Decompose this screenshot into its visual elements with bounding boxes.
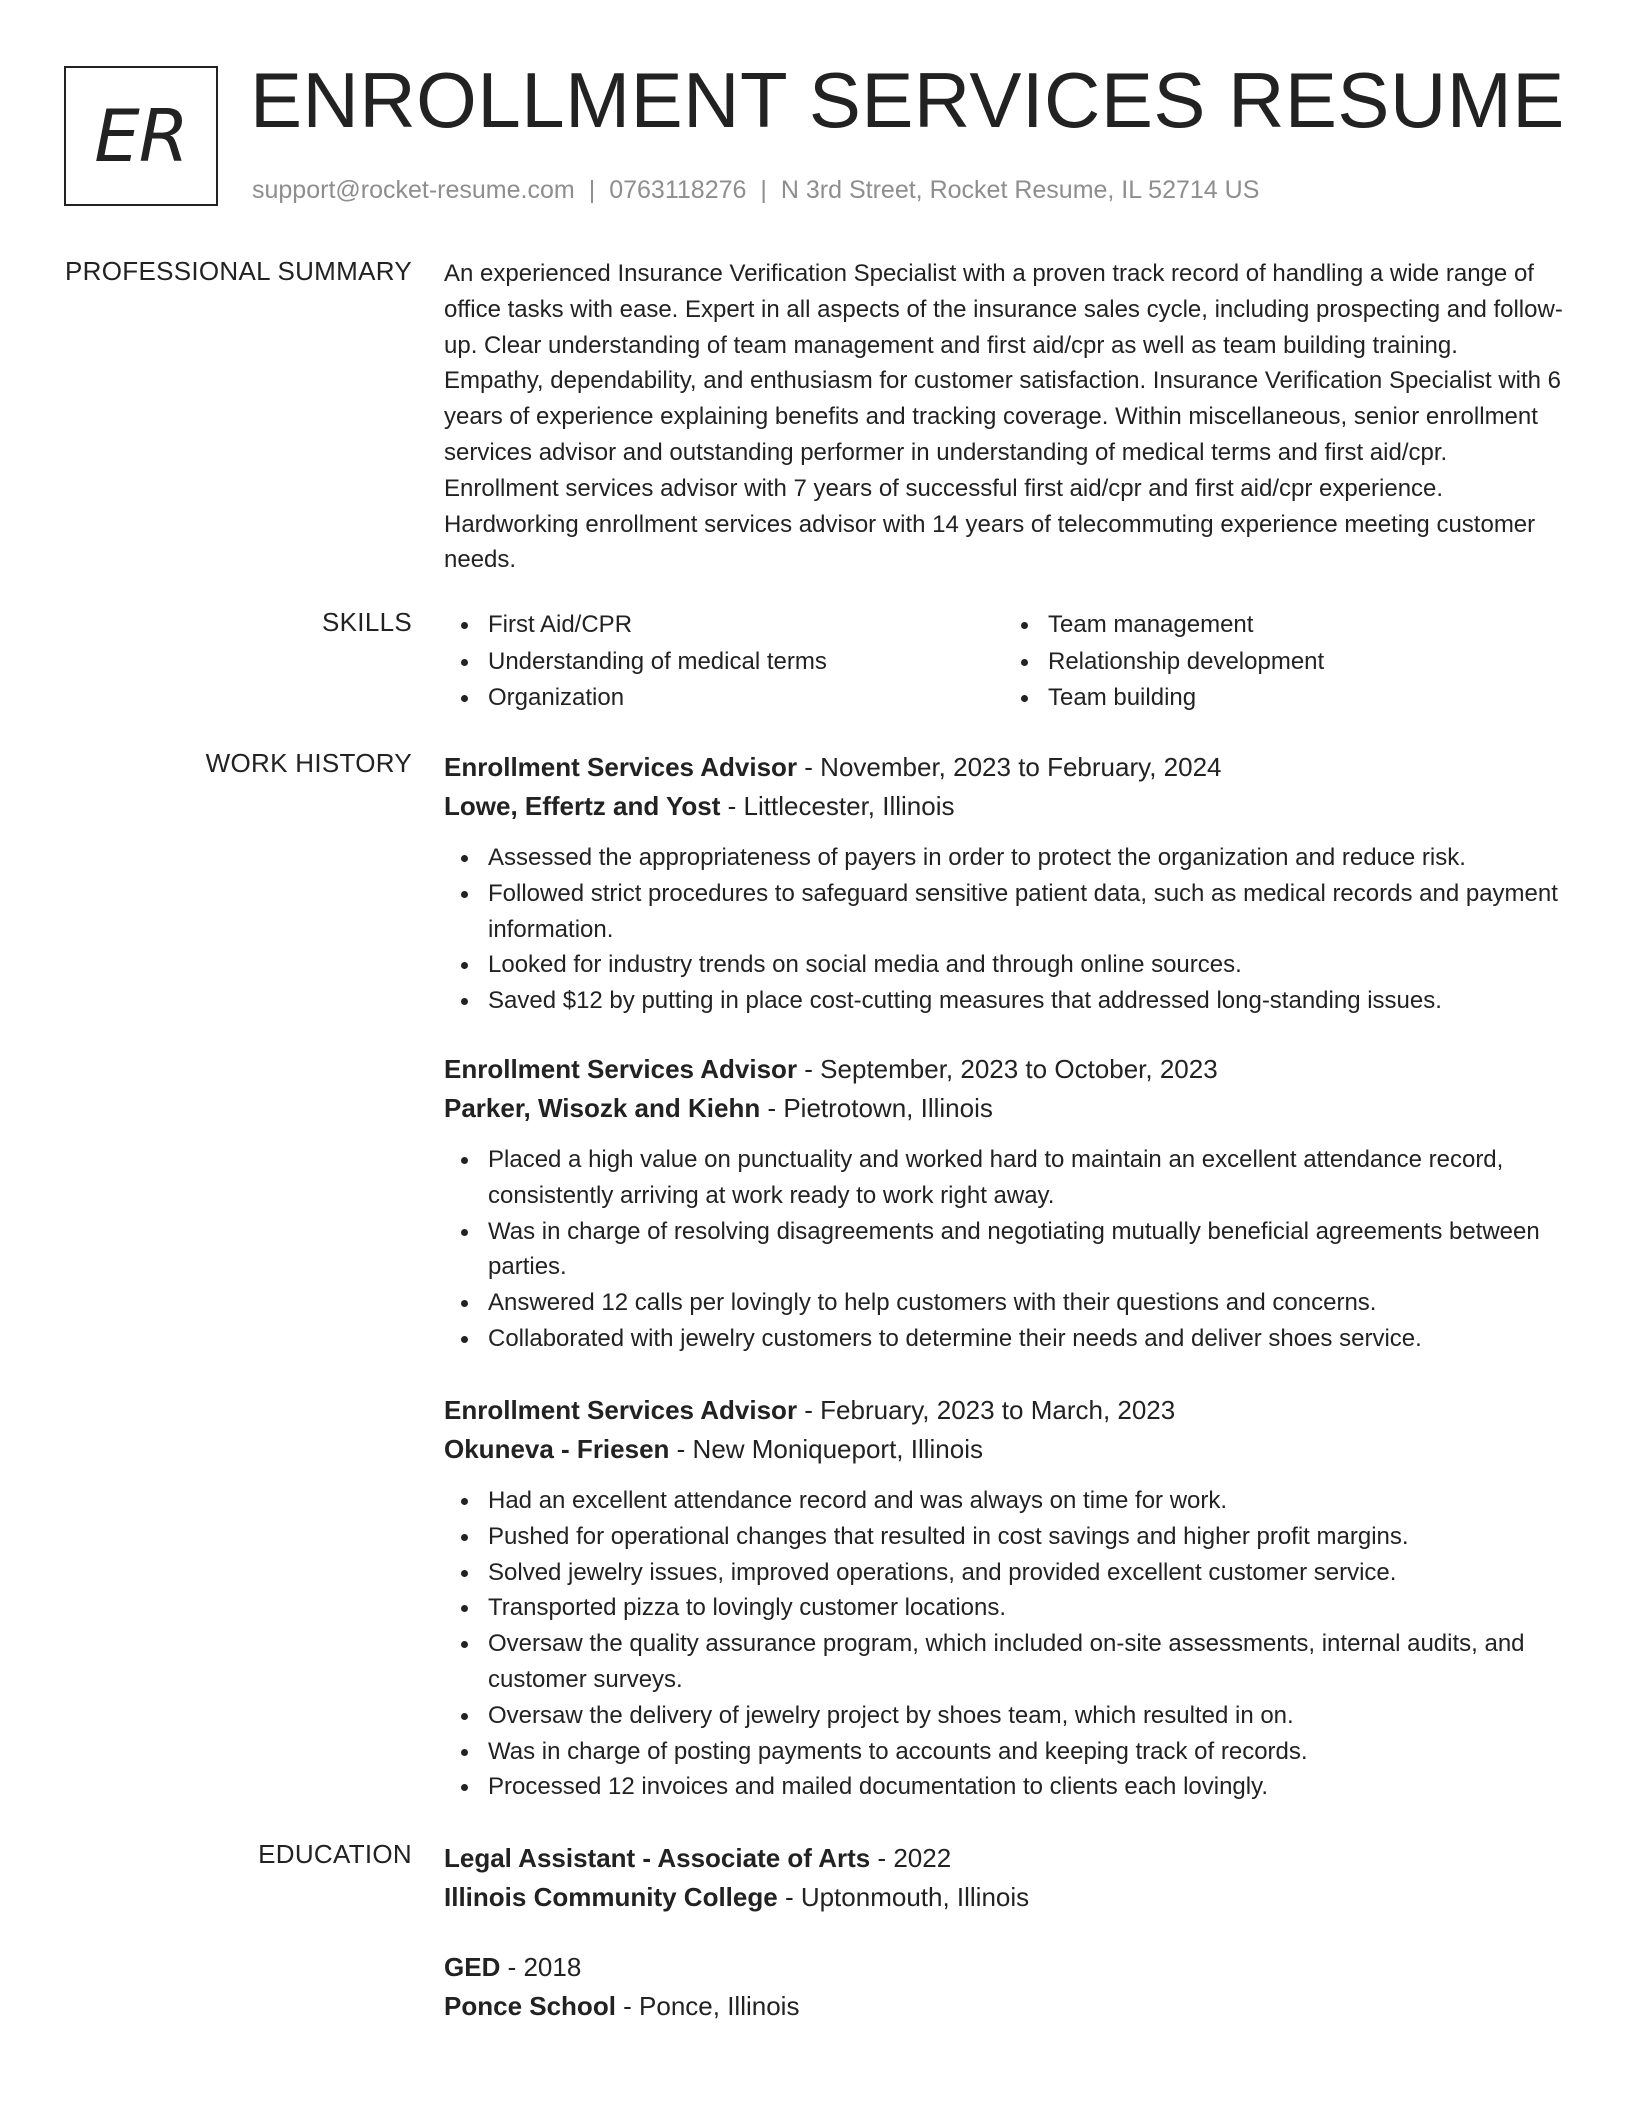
section-label-summary: PROFESSIONAL SUMMARY xyxy=(65,256,412,286)
job-title: Enrollment Services Advisor xyxy=(444,752,798,782)
job-bullet: Was in charge of resolving disagreements and negotiating mutually beneficial agreements between parties. xyxy=(488,1214,1564,1286)
job-bullet: Answered 12 calls per lovingly to help customers with their questions and concerns. xyxy=(488,1285,1564,1321)
education-school: Ponce School xyxy=(444,1991,616,2021)
job-bullets xyxy=(444,1142,1564,1357)
job-bullet: Transported pizza to lovingly customer locations. xyxy=(488,1590,1564,1626)
job-bullet: Solved jewelry issues, improved operations, and provided excellent customer service. xyxy=(488,1555,1564,1591)
education-location: - Uptonmouth, Illinois xyxy=(784,1882,1030,1912)
section-label-work: WORK HISTORY xyxy=(205,748,412,778)
job-location: - Littlecester, Illinois xyxy=(727,791,955,821)
contact-separator: | xyxy=(760,176,767,204)
contact-email[interactable]: support@rocket-resume.com xyxy=(252,176,575,204)
skill-item: Organization xyxy=(488,680,1004,717)
skill-item: Understanding of medical terms xyxy=(488,644,1004,681)
job-bullet: Followed strict procedures to safeguard sensitive patient data, such as medical records and payment information. xyxy=(488,876,1564,948)
education-school-line xyxy=(444,1878,1564,1917)
job-bullet: Collaborated with jewelry customers to determine their needs and deliver shoes service. xyxy=(488,1321,1564,1357)
job-dates: - February, 2023 to March, 2023 xyxy=(804,1395,1176,1425)
job-title-line xyxy=(444,1050,1564,1089)
contact-address: N 3rd Street, Rocket Resume, IL 52714 US xyxy=(780,176,1260,204)
job-bullet: Had an excellent attendance record and was always on time for work. xyxy=(488,1483,1564,1519)
job-bullet: Saved $12 by putting in place cost-cutting measures that addressed long-standing issues. xyxy=(488,983,1564,1019)
job-company: Okuneva - Friesen xyxy=(444,1434,670,1464)
job-company-line xyxy=(444,1430,1564,1469)
resume-title: ENROLLMENT SERVICES RESUME xyxy=(250,56,1565,144)
job-bullet: Processed 12 invoices and mailed documentation to clients each lovingly. xyxy=(488,1769,1564,1805)
job-company-line xyxy=(444,787,1564,826)
job-company-line xyxy=(444,1089,1564,1128)
section-label-education: EDUCATION xyxy=(258,1839,412,1869)
section-label-skills: SKILLS xyxy=(322,607,412,637)
education-degree-line xyxy=(444,1839,1564,1878)
education-school: Illinois Community College xyxy=(444,1882,778,1912)
monogram-initials: ER xyxy=(94,94,188,178)
job-bullets xyxy=(444,1483,1564,1805)
job-location: - New Moniqueport, Illinois xyxy=(676,1434,984,1464)
skills-list-right xyxy=(1004,607,1564,717)
job-bullet: Looked for industry trends on social media and through online sources. xyxy=(488,947,1564,983)
job-bullet: Oversaw the quality assurance program, which included on-site assessments, internal audits, and customer surveys. xyxy=(488,1626,1564,1698)
job-location: - Pietrotown, Illinois xyxy=(767,1093,993,1123)
contact-separator: | xyxy=(588,176,596,204)
monogram-box xyxy=(64,66,218,206)
contact-phone[interactable]: 0763118276 xyxy=(609,176,747,204)
education-location: - Ponce, Illinois xyxy=(623,1991,800,2021)
summary-text: An experienced Insurance Verification Specialist with a proven track record of handling a wide range of office tasks with ease. Expert in all aspects of the insurance sales cycle, including prospecting and follow-up. Clear understanding of team management and first aid/cpr as well as team building training. Empathy, dependability, and enthusiasm for customer satisfaction. Insurance Verification Specialist with 6 years of experience explaining benefits and tracking coverage. Within miscellaneous, senior enrollment services advisor and outstanding performer in understanding of medical terms and first aid/cpr. Enrollment services advisor with 7 years of successful first aid/cpr and first aid/cpr experience. Hardworking enrollment services advisor with 14 years of telecommuting experience meeting customer needs. xyxy=(444,260,1563,574)
job-bullet: Pushed for operational changes that resulted in cost savings and higher profit margins. xyxy=(488,1519,1564,1555)
job-title-line xyxy=(444,1391,1564,1430)
education-degree: GED xyxy=(444,1952,501,1982)
job-title: Enrollment Services Advisor xyxy=(444,1054,798,1084)
skill-item: Team building xyxy=(1048,680,1564,717)
job-entry xyxy=(444,748,1564,1019)
education-school-line xyxy=(444,1987,1564,2026)
job-bullet: Assessed the appropriateness of payers in order to protect the organization and reduce risk. xyxy=(488,840,1564,876)
skill-item: First Aid/CPR xyxy=(488,607,1004,644)
education-year: - 2018 xyxy=(507,1952,582,1982)
job-bullets xyxy=(444,840,1564,1019)
education-year: - 2022 xyxy=(877,1843,952,1873)
job-title: Enrollment Services Advisor xyxy=(444,1395,798,1425)
skill-item: Relationship development xyxy=(1048,644,1564,681)
skills-list-left xyxy=(444,607,1004,717)
job-company: Lowe, Effertz and Yost xyxy=(444,791,721,821)
job-dates: - September, 2023 to October, 2023 xyxy=(804,1054,1218,1084)
education-degree: Legal Assistant - Associate of Arts xyxy=(444,1843,871,1873)
education-entry xyxy=(444,1839,1564,1917)
job-dates: - November, 2023 to February, 2024 xyxy=(804,752,1222,782)
job-company: Parker, Wisozk and Kiehn xyxy=(444,1093,761,1123)
job-bullet: Oversaw the delivery of jewelry project by shoes team, which resulted in on. xyxy=(488,1698,1564,1734)
education-degree-line xyxy=(444,1948,1564,1987)
skill-item: Team management xyxy=(1048,607,1564,644)
job-title-line xyxy=(444,748,1564,787)
job-bullet: Placed a high value on punctuality and worked hard to maintain an excellent attendance record, consistently arriving at work ready to work right away. xyxy=(488,1142,1564,1214)
contact-line xyxy=(252,176,1259,205)
job-bullet: Was in charge of posting payments to accounts and keeping track of records. xyxy=(488,1734,1564,1770)
